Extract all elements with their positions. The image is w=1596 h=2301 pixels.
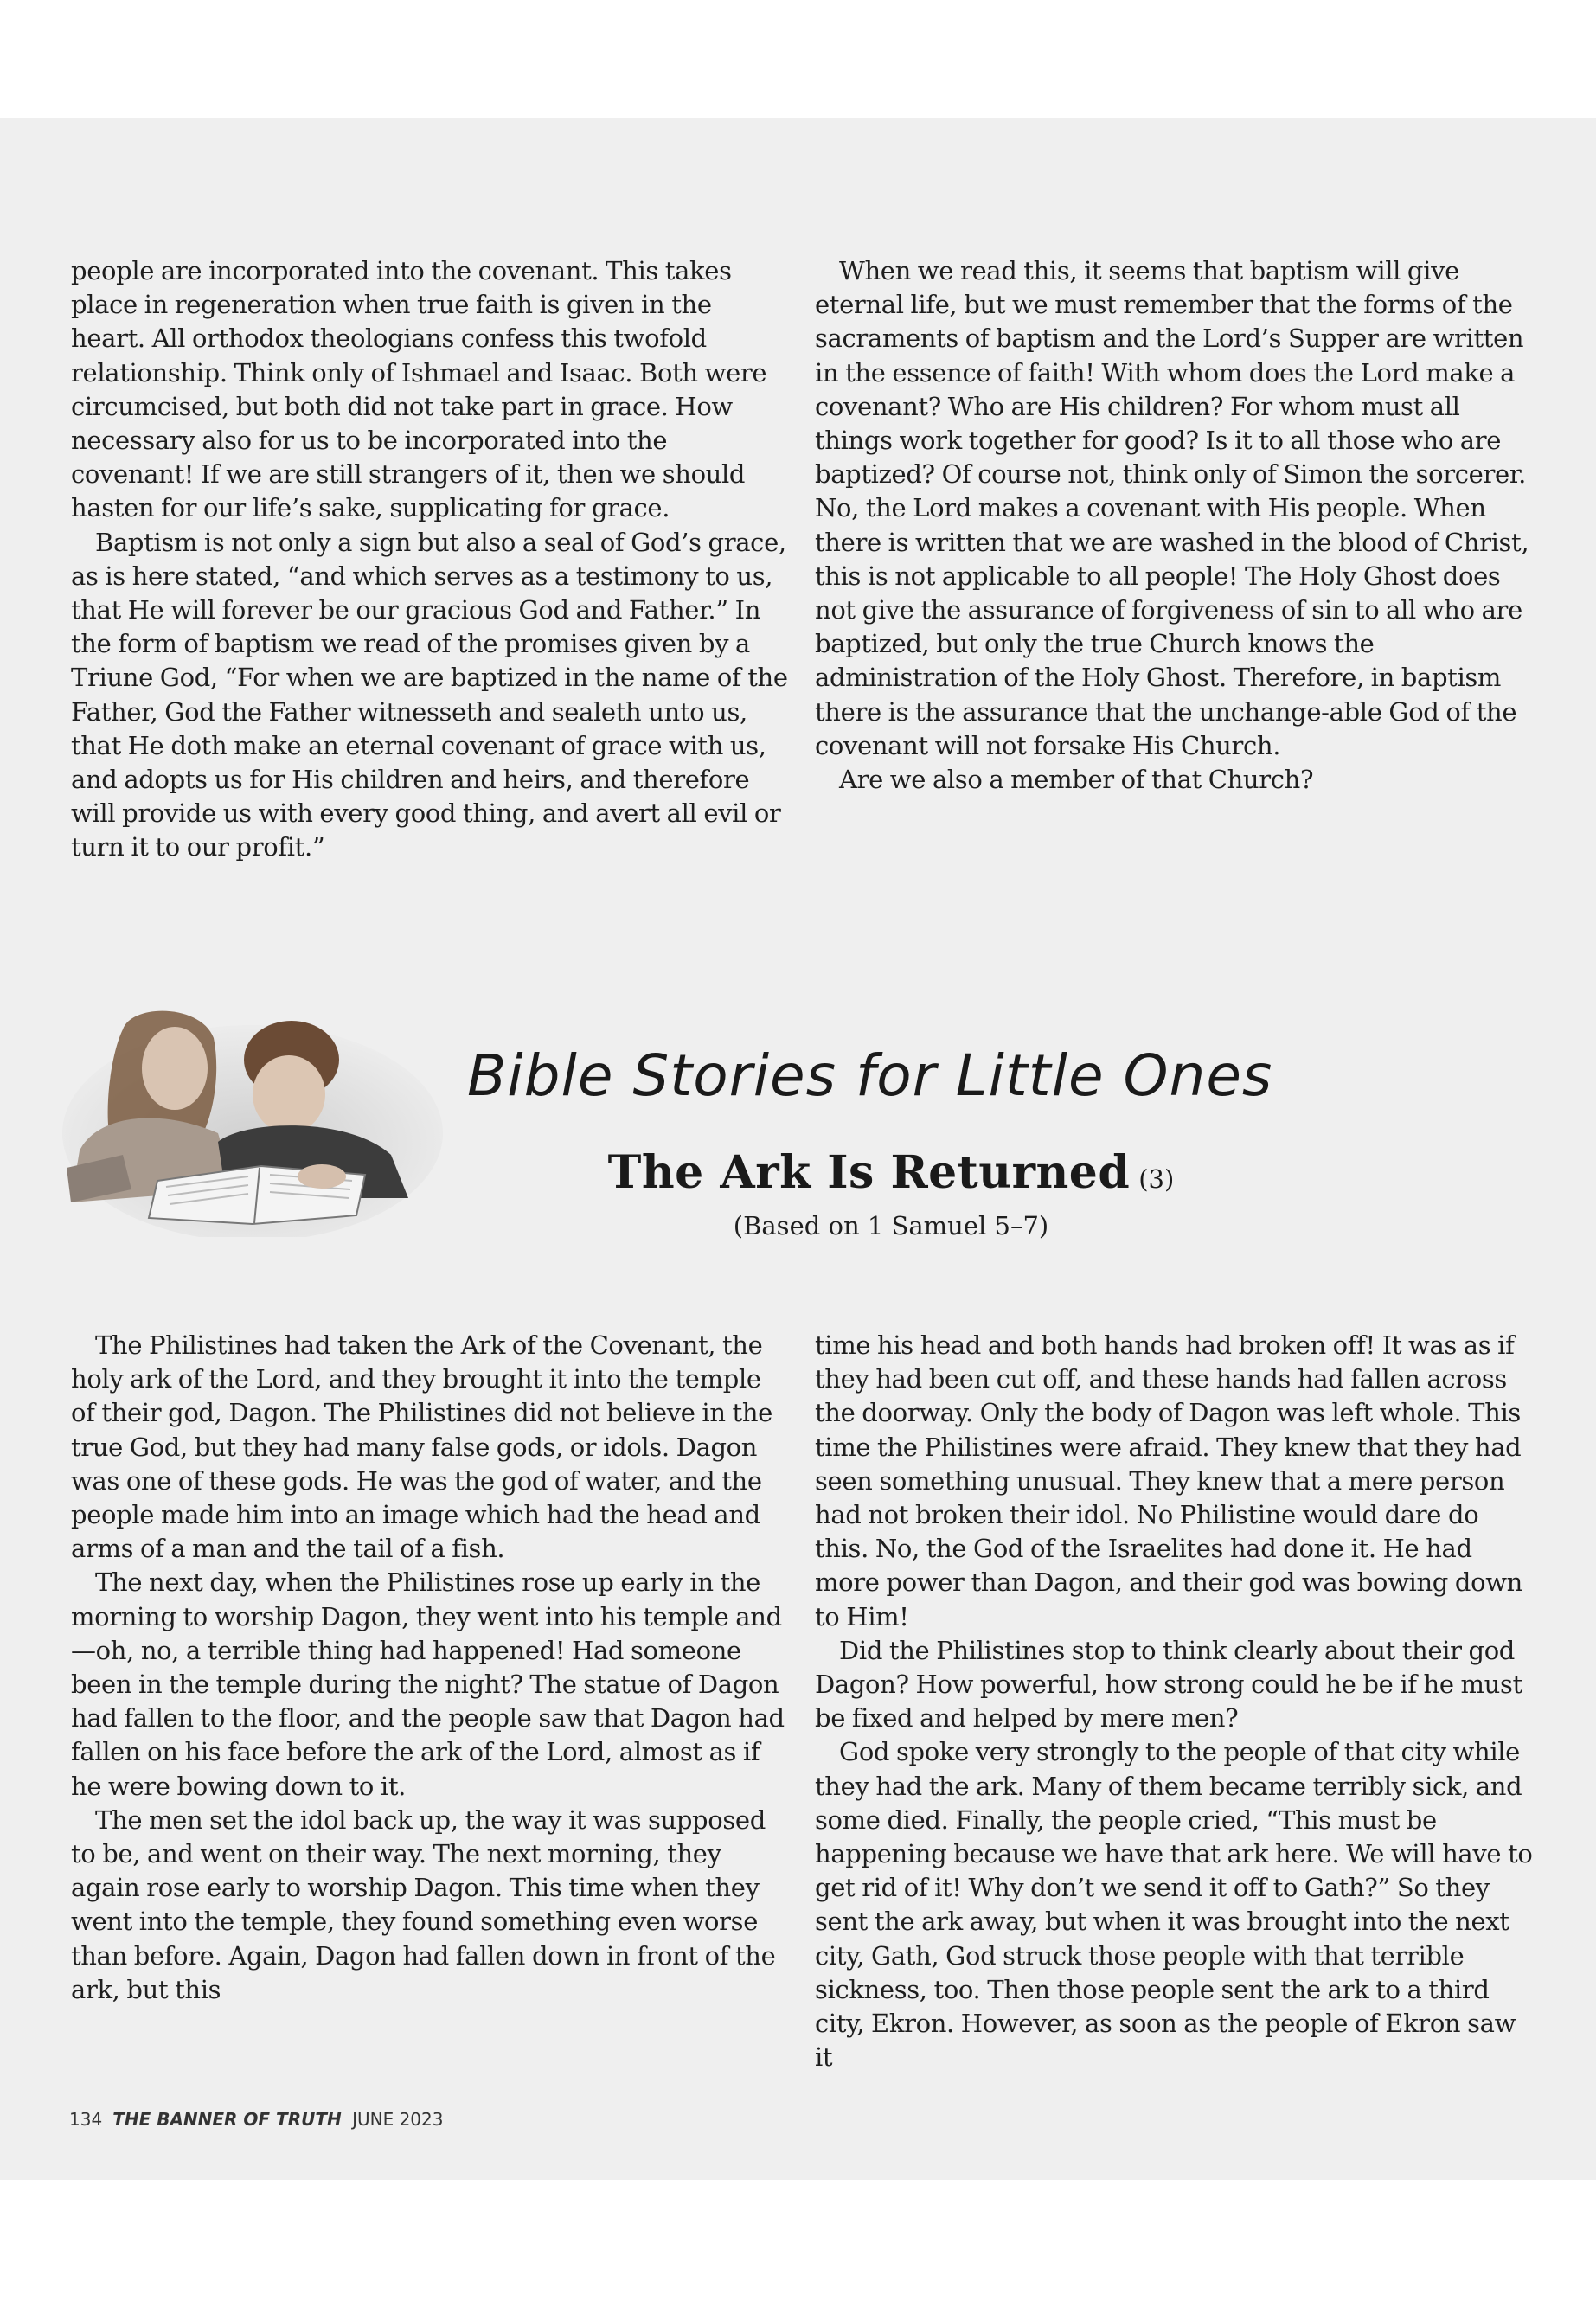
article-paragraph: When we read this, it seems that baptism will give eternal life, but we must remember that the forms of the sacraments of baptism and the Lord’s Supper are written in the essence of faith! With whom does the Lord make a covenant? Who are His children? For whom must all things work together for good? Is it to all those who are baptized? Of course not, think only of Simon the sorcerer. No, the Lord makes a covenant with His people. When there is written that we are washed in the blood of Christ, this is not applicable to all people! The Holy Ghost does not give the assurance of forgiveness of sin to all who are baptized, but only the true Church knows the administration of the Holy Ghost. Therefore, in baptism there is the assurance that the unchange-able God of the covenant will not forsake His Church. bbox=[815, 256, 1529, 760]
story-paragraph: The next day, when the Philistines rose up early in the morning to worship Dagon, they went into his temple and—oh, no, a terrible thing had happened! Had someone been in the temple during the night? The statue of Dagon had fallen to the floor, and the people saw that Dagon had fallen on his face before the ark of the Lord, almost as if he were bowing down to it. bbox=[71, 1567, 785, 1801]
article-column-left bbox=[71, 254, 789, 865]
story-part-number: (3) bbox=[1138, 1164, 1175, 1194]
story-subtitle: (Based on 1 Samuel 5–7) bbox=[733, 1211, 1049, 1240]
story-column-left bbox=[71, 1329, 789, 2007]
story-title-row bbox=[467, 1146, 1315, 1199]
section-heading: Bible Stories for Little Ones bbox=[467, 1042, 1273, 1109]
page-footer bbox=[69, 2109, 443, 2130]
page-number: 134 bbox=[69, 2109, 103, 2130]
story-paragraph: The Philistines had taken the Ark of the Covenant, the holy ark of the Lord, and they brought it into the temple of their god, Dagon. The Philistines did not believe in the true God, but they had many false gods, or idols. Dagon was one of these gods. He was the god of water, and the people made him into an image which had the head and arms of a man and the tail of a fish. bbox=[71, 1330, 772, 1564]
children-reading-bible-illustration bbox=[62, 1003, 443, 1237]
article-paragraph: Are we also a member of that Church? bbox=[839, 765, 1314, 795]
story-column-right bbox=[815, 1329, 1533, 2074]
story-paragraph: God spoke very strongly to the people of that city while they had the ark. Many of them became terribly sick, and some died. Finally, the people cried, “This must be happening because we have that ark here. We will have to get rid of it! Why don’t we send it off to Gath?” So they sent the ark away, but when it was brought into the next city, Gath, God struck those people with that terrible sickness, too. Then those people sent the ark to a third city, Ekron. However, as soon as the people of Ekron saw it bbox=[815, 1737, 1533, 2073]
story-paragraph: time his head and both hands had broken off! It was as if they had been cut off, and these hands had fallen across the doorway. Only the body of Dagon was left whole. This time the Philistines were afraid. They knew that they had seen something unusual. They knew that a mere person had not broken their idol. No Philistine would dare do this. No, the God of the Israelites had done it. He had more power than Dagon, and their god was bowing down to Him! bbox=[815, 1330, 1523, 1631]
story-paragraph: The men set the idol back up, the way it was supposed to be, and went on their way. The next morning, they again rose early to worship Dagon. This time when they went into the temple, they found something even worse than before. Again, Dagon had fallen down in front of the ark, but this bbox=[71, 1804, 776, 2004]
story-title: The Ark Is Returned bbox=[607, 1146, 1131, 1199]
issue-date: JUNE 2023 bbox=[352, 2109, 444, 2130]
article-paragraph: people are incorporated into the covenant. This takes place in regeneration when true faith is given in the heart. All orthodox theologians confess this twofold relationship. Think only of Ishmael and Isaac. Both were circumcised, but both did not take part in grace. How necessary also for us to be incorporated into the covenant! If we are still strangers of it, then we should hasten for our life’s sake, supplicating for grace. bbox=[71, 256, 767, 523]
article-paragraph: Baptism is not only a sign but also a seal of God’s grace, as is here stated, “and which serves as a testimony to us, that He will forever be our gracious God and Father.” In the form of baptism we read of the promises given by a Triune God, “For when we are baptized in the name of the Father, God the Father witnesseth and sealeth unto us, that He doth make an eternal covenant of grace with us, and adopts us for His children and heirs, and therefore will provide us with every good thing, and avert all evil or turn it to our profit.” bbox=[71, 527, 788, 862]
article-column-right bbox=[815, 254, 1533, 797]
story-paragraph: Did the Philistines stop to think clearly about their god Dagon? How powerful, how strong could he be if he must be fixed and helped by mere men? bbox=[815, 1635, 1522, 1734]
publication-name: THE BANNER OF TRUTH bbox=[112, 2109, 342, 2130]
